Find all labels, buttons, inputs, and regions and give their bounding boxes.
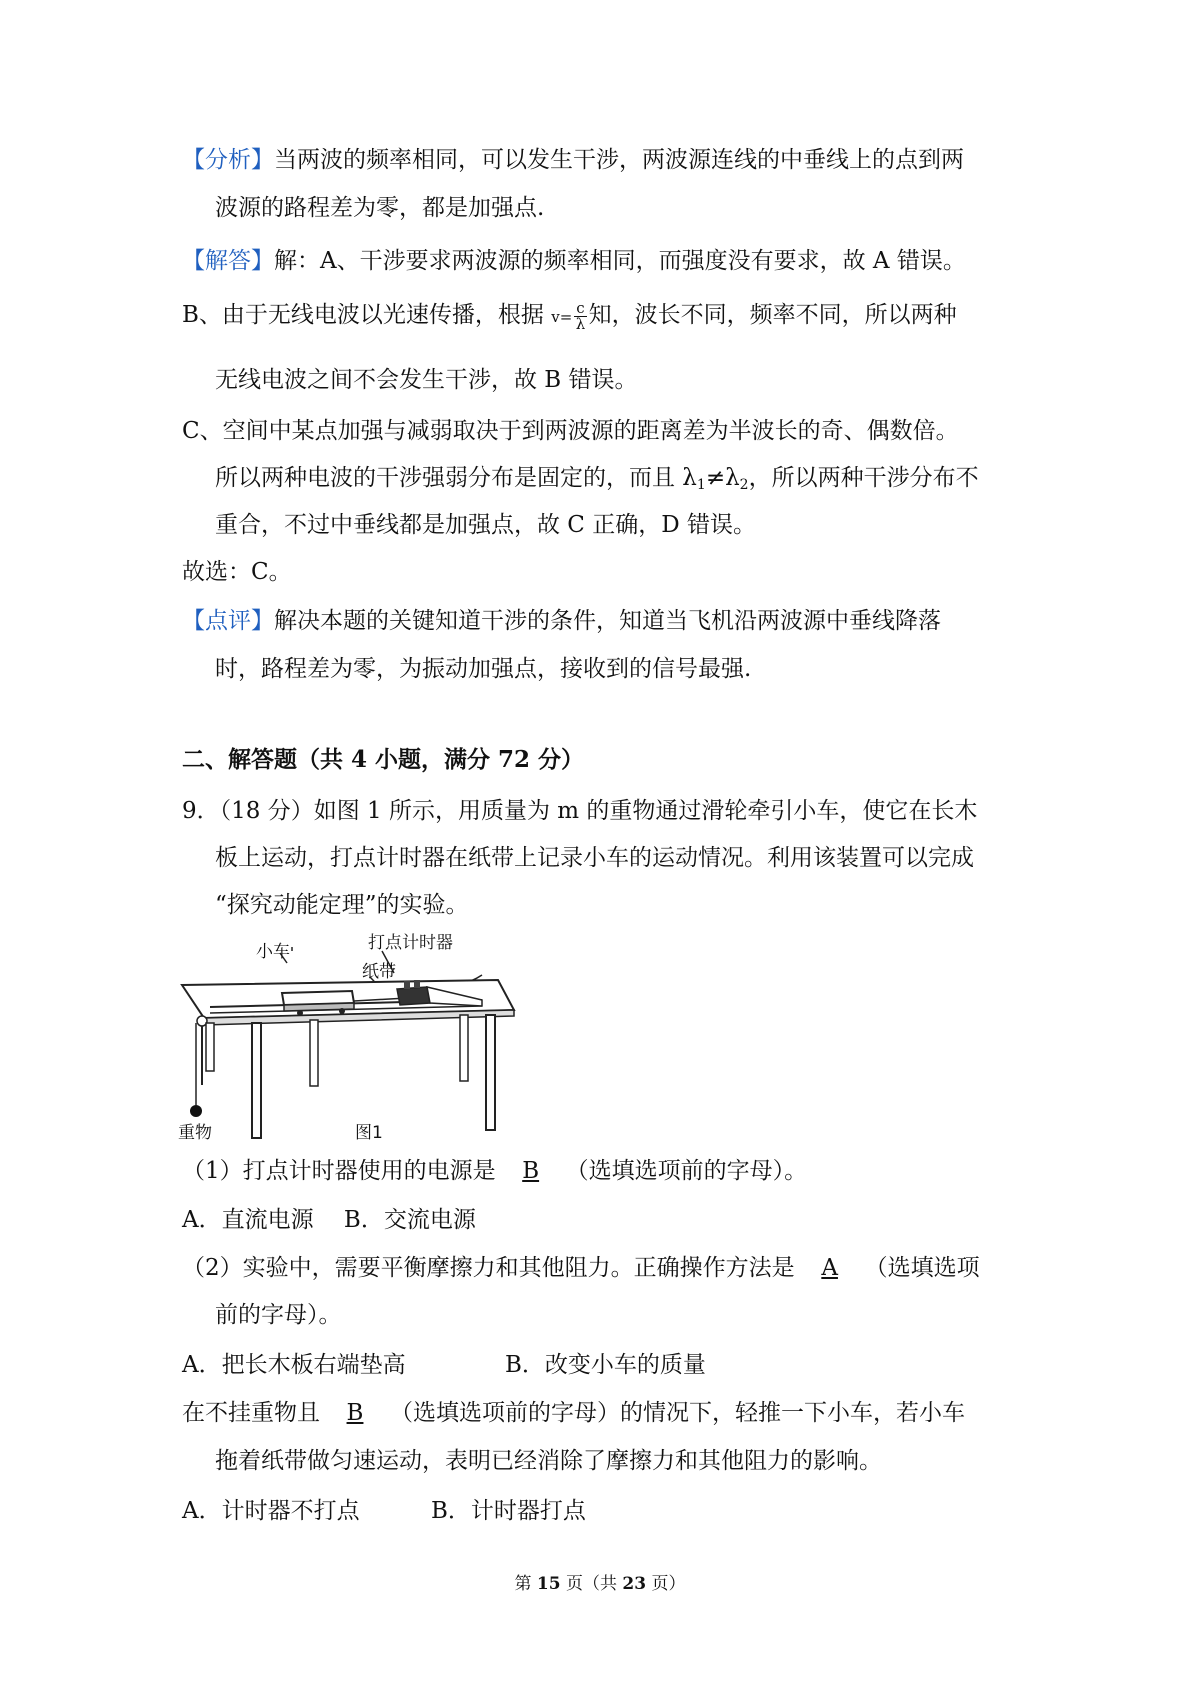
analysis-tag: 【分析】 xyxy=(182,147,274,173)
q9-p1-options: A．直流电源 B．交流电源 xyxy=(182,1207,476,1233)
label-tape: 纸带 xyxy=(362,962,396,982)
comment-text-1: 解决本题的关键知道干涉的条件，知道当飞机沿两波源中垂线降落 xyxy=(274,608,941,634)
q9-line-1: 9．（18 分）如图 1 所示，用质量为 m 的重物通过滑轮牵引小车，使它在长木 xyxy=(182,798,978,824)
solution-tag: 【解答】 xyxy=(182,248,274,274)
solution-line-1 xyxy=(182,246,966,276)
solution-b-prefix: B、由于无线电波以光速传播，根据 xyxy=(182,302,552,328)
label-weight: 重物 xyxy=(178,1123,212,1143)
section-2-title: 二、解答题（共 4 小题，满分 72 分） xyxy=(182,746,585,773)
q9-p2-option-b: B．改变小车的质量 xyxy=(505,1352,706,1378)
lambda-sub-2: 2 xyxy=(739,477,749,493)
solution-b-line-2: 无线电波之间不会发生干涉，故 B 错误。 xyxy=(215,367,638,393)
solution-c-line-3: 重合，不过中垂线都是加强点，故 C 正确，D 错误。 xyxy=(215,512,756,538)
comment-line-1 xyxy=(182,606,941,636)
solution-c-post: ，所以两种干涉分布不 xyxy=(748,465,979,491)
q9-p1-pre: （1）打点计时器使用的电源是 xyxy=(182,1158,496,1184)
solution-line-b xyxy=(182,300,957,332)
q9-p2-post: （选填选项 xyxy=(864,1255,980,1281)
q9-p2-option-a: A．把长木板右端垫高 xyxy=(182,1352,406,1378)
q9-part-1 xyxy=(182,1156,807,1186)
q9-part-2 xyxy=(182,1253,980,1283)
q9-p3-pre: 在不挂重物且 xyxy=(182,1400,320,1426)
q9-p3-answer: B xyxy=(346,1400,364,1426)
solution-c-line-2 xyxy=(215,463,979,500)
q9-p3-option-b: B．计时器打点 xyxy=(431,1498,586,1524)
neq-lambda: ≠λ xyxy=(705,465,740,491)
solution-c-line-1: C、空间中某点加强与减弱取决于到两波源的距离差为半波长的奇、偶数倍。 xyxy=(182,418,959,444)
solution-text-a: 解：A、干涉要求两波源的频率相同，而强度没有要求，故 A 错误。 xyxy=(274,248,966,274)
comment-line-2: 时，路程差为零，为振动加强点，接收到的信号最强. xyxy=(215,656,752,682)
analysis-line-2: 波源的路程差为零，都是加强点. xyxy=(215,195,545,221)
figure-1 xyxy=(178,915,557,1145)
lambda-sub-1: 1 xyxy=(696,477,706,493)
page-footer xyxy=(0,1573,1200,1595)
formula-numerator: c xyxy=(576,298,585,317)
q9-p3-option-a: A．计时器不打点 xyxy=(182,1498,360,1524)
solution-c-pre: 所以两种电波的干涉强弱分布是固定的，而且 λ xyxy=(215,465,697,491)
analysis-line-1 xyxy=(182,145,964,175)
footer-pre: 第 xyxy=(514,1574,537,1594)
q9-p2-line-2: 前的字母）。 xyxy=(215,1302,342,1328)
q9-p2-answer: A xyxy=(821,1255,838,1281)
footer-mid: 页（共 xyxy=(560,1574,623,1594)
comment-tag: 【点评】 xyxy=(182,608,274,634)
q9-p1-post: （选填选项前的字母）。 xyxy=(565,1158,808,1184)
formula-fraction xyxy=(574,298,586,333)
footer-post: 页） xyxy=(646,1574,686,1594)
q9-part-3 xyxy=(182,1398,965,1428)
q9-line-2: 板上运动，打点计时器在纸带上记录小车的运动情况。利用该装置可以完成 xyxy=(215,845,974,871)
figure-caption: 图1 xyxy=(355,1123,383,1143)
q9-p3-line-2: 拖着纸带做匀速运动，表明已经消除了摩擦力和其他阻力的影响。 xyxy=(215,1448,882,1474)
footer-page-number: 15 xyxy=(536,1574,561,1594)
q9-p3-post: （选填选项前的字母）的情况下，轻推一下小车，若小车 xyxy=(390,1400,965,1426)
q9-line-3: “探究动能定理”的实验。 xyxy=(215,892,469,918)
q9-p2-pre: （2）实验中，需要平衡摩擦力和其他阻力。正确操作方法是 xyxy=(182,1255,795,1281)
label-car: 小车 xyxy=(256,942,290,962)
formula-denominator: λ xyxy=(575,314,586,333)
footer-total-pages: 23 xyxy=(622,1574,647,1594)
q9-p1-answer: B xyxy=(522,1158,540,1184)
label-timer: 打点计时器 xyxy=(368,933,453,953)
analysis-text-1: 当两波的频率相同，可以发生干涉，两波源连线的中垂线上的点到两 xyxy=(274,147,964,173)
formula-v: v= xyxy=(551,308,573,326)
solution-b-suffix: 知，波长不同，频率不同，所以两种 xyxy=(588,302,957,328)
solution-choice: 故选：C。 xyxy=(182,559,292,585)
